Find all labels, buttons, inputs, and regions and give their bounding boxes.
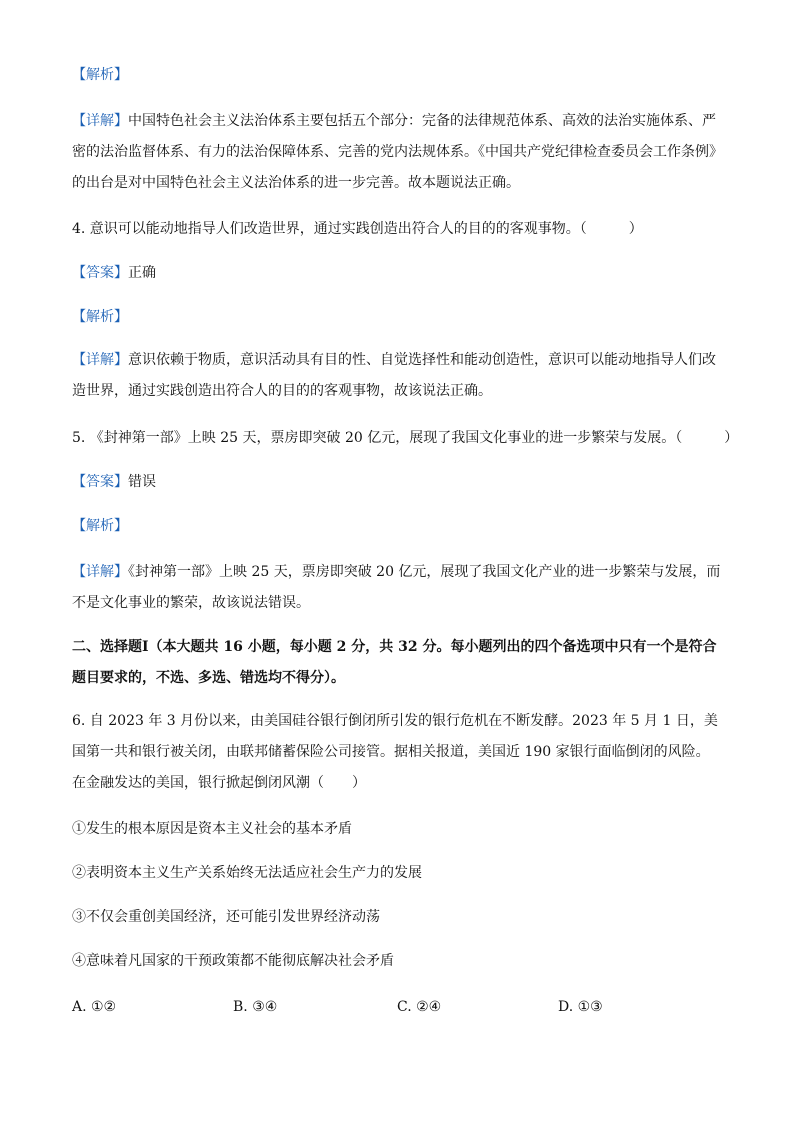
question-5-answer (72, 472, 156, 492)
answer-value: 错误 (128, 474, 156, 490)
analysis-tag: 【解析】 (72, 67, 128, 83)
option-a[interactable]: A. ①② (72, 999, 117, 1015)
statement-item: ④意味着凡国家的干预政策都不能彻底解决社会矛盾 (72, 953, 394, 969)
detail-text: 中国特色社会主义法治体系主要包括五个部分：完备的法律规范体系、高效的法治实施体系、严密的法治监督体系、有力的法治保障体系、完善的党内法规体系。《中国共产党纪律检查委员会工作条例》的出台是对中国特色社会主义法治体系的进一步完善。故本题说法正确。 (72, 113, 716, 191)
detail-tag: 【详解】 (72, 352, 128, 368)
detail-text: 《封神第一部》上映 25 天，票房即突破 20 亿元，展现了我国文化产业的进一步繁荣与发展，而不是文化事业的繁荣，故该说法错误。 (72, 564, 721, 611)
question-4-stem: 4. 意识可以能动地指导人们改造世界，通过实践创造出符合人的目的的客观事物。（ ） (72, 221, 643, 237)
section-heading: 二、选择题Ⅰ（本大题共 16 小题，每小题 2 分，共 32 分。每小题列出的四个备选项中只有一个是符合题目要求的，不选、多选、错选均不得分）。 (72, 639, 717, 686)
question-5-stem: 5. 《封神第一部》上映 25 天，票房即突破 20 亿元，展现了我国文化事业的进一步繁荣与发展。（ ） (72, 430, 739, 446)
detail-paragraph (72, 106, 722, 199)
answer-tag: 【答案】 (72, 474, 128, 490)
detail-tag: 【详解】 (72, 113, 128, 129)
question-6-stem: 6. 自 2023 年 3 月份以来，由美国硅谷银行倒闭所引发的银行危机在不断发酵。2023 年 5 月 1 日，美国第一共和银行被关闭，由联邦储蓄保险公司接管。据相关报道，美国近 190 家银行面临倒闭的风险。在金融发达的美国，银行掀起倒闭风潮（ ） (72, 713, 718, 791)
answer-value: 正确 (128, 265, 156, 281)
statement-item: ②表明资本主义生产关系始终无法适应社会生产力的发展 (72, 865, 422, 881)
question-4-answer (72, 263, 156, 283)
detail-paragraph (72, 345, 722, 407)
answer-tag: 【答案】 (72, 265, 128, 281)
option-c[interactable]: C. ②④ (397, 999, 442, 1015)
statement-item: ①发生的根本原因是资本主义社会的基本矛盾 (72, 821, 352, 837)
option-d[interactable]: D. ①③ (558, 999, 603, 1015)
detail-paragraph (72, 557, 722, 619)
detail-text: 意识依赖于物质，意识活动具有目的性、自觉选择性和能动创造性，意识可以能动地指导人们改造世界，通过实践创造出符合人的目的的客观事物，故该说法正确。 (72, 352, 716, 399)
detail-tag: 【详解】 (72, 564, 128, 580)
document-page (72, 0, 739, 1123)
statement-item: ③不仅会重创美国经济，还可能引发世界经济动荡 (72, 909, 380, 925)
option-b[interactable]: B. ③④ (233, 999, 278, 1015)
analysis-tag: 【解析】 (72, 309, 128, 325)
analysis-tag: 【解析】 (72, 518, 128, 534)
